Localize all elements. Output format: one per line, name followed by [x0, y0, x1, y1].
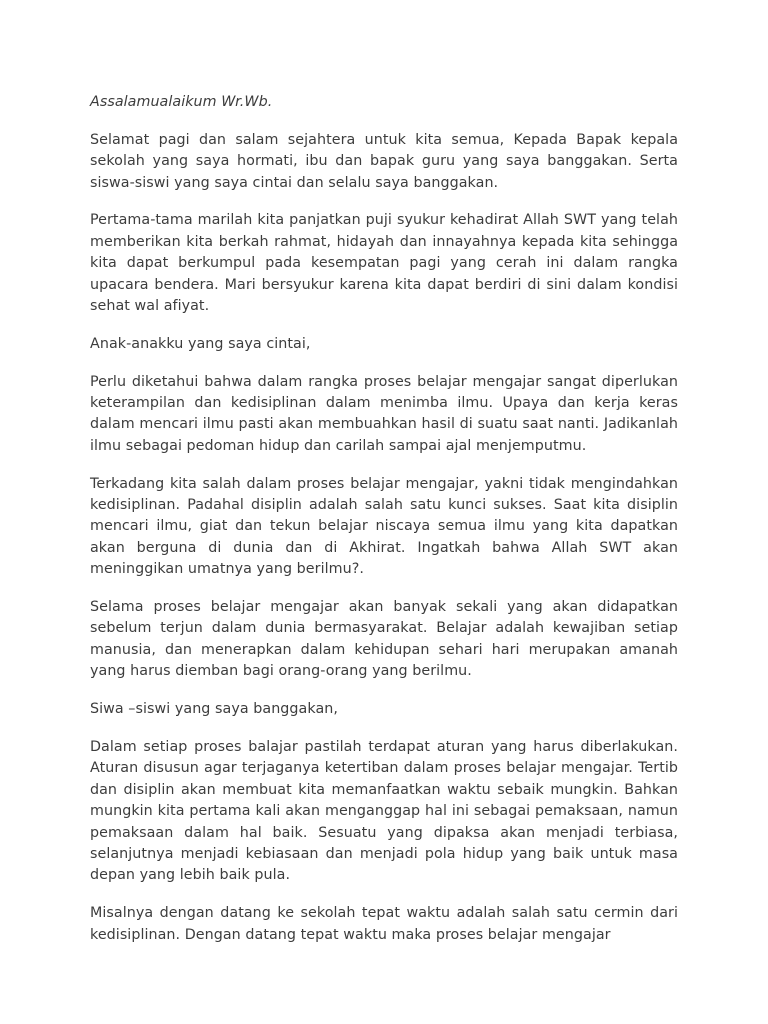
paragraph-discipline: Terkadang kita salah dalam proses belajar mengajar, yakni tidak mengindahkan kedisiplinan. Padahal disiplin adalah salah satu kunci sukses. Saat kita disiplin mencari ilmu, giat dan tekun belajar niscaya semua ilmu yang kita dapatkan akan berguna di dunia dan di Akhirat. Ingatkah bahwa Allah SWT akan meninggikan umatnya yang berilmu?. — [90, 475, 678, 578]
paragraph-gratitude: Pertama-tama marilah kita panjatkan puji syukur kehadirat Allah SWT yang telah memberikan kita berkah rahmat, hidayah dan innayahnya kepada kita sehingga kita dapat berkumpul pada kesempatan pagi yang cerah ini dalam rangka upacara bendera. Mari bersyukur karena kita dapat berdiri di sini dalam kondisi sehat wal afiyat. — [90, 212, 678, 315]
paragraph-learning-skills: Perlu diketahui bahwa dalam rangka proses belajar mengajar sangat diperlukan keterampilan dan kedisiplinan dalam menimba ilmu. Upaya dan kerja keras dalam mencari ilmu pasti akan membuahkan hasil di suatu saat nanti. Jadikanlah ilmu sebagai pedoman hidup dan carilah sampai ajal menjemputmu. — [90, 373, 678, 454]
paragraph-opening: Selamat pagi dan salam sejahtera untuk kita semua, Kepada Bapak kepala sekolah yang saya hormati, ibu dan bapak guru yang saya banggakan. Serta siswa-siswi yang saya cintai dan selalu saya banggakan. — [90, 131, 678, 191]
greeting-line: Assalamualaikum Wr.Wb. — [90, 94, 273, 110]
paragraph-rules: Dalam setiap proses balajar pastilah terdapat aturan yang harus diberlakukan. Aturan disusun agar terjaganya ketertiban dalam proses belajar mengajar. Tertib dan disiplin akan membuat kita memanfaatkan waktu sebaik mungkin. Bahkan mungkin kita pertama kali akan menganggap hal ini sebagai pemaksaan, namun pemaksaan dalam hal baik. Sesuatu yang dipaksa akan menjadi terbiasa, selanjutnya menjadi kebiasaan dan menjadi pola hidup yang baik untuk masa depan yang lebih baik pula. — [90, 738, 678, 884]
paragraph-punctuality: Misalnya dengan datang ke sekolah tepat waktu adalah salah satu cermin dari kedisiplinan. Dengan datang tepat waktu maka proses belajar mengajar — [90, 905, 678, 943]
paragraph-address-students: Anak-anakku yang saya cintai, — [90, 335, 311, 352]
document-body — [90, 92, 678, 962]
paragraph-address-students-2: Siwa –siswi yang saya banggakan, — [90, 701, 338, 718]
paragraph-learning-process: Selama proses belajar mengajar akan banyak sekali yang akan didapatkan sebelum terjun dalam dunia bermasyarakat. Belajar adalah kewajiban setiap manusia, dan menerapkan dalam kehidupan sehari hari merupakan amanah yang harus diemban bagi orang-orang yang berilmu. — [90, 599, 678, 680]
